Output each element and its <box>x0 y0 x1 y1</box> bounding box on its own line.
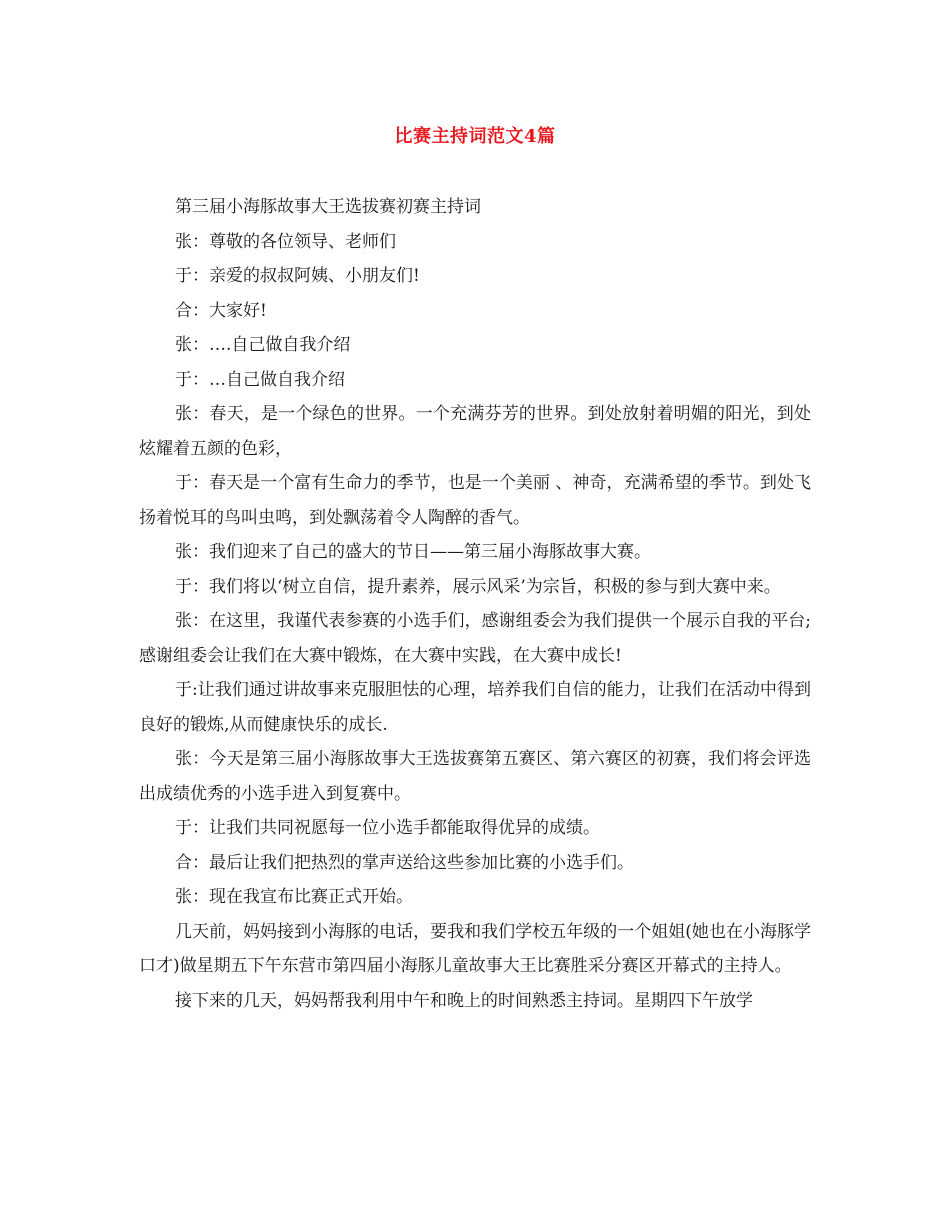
paragraph: 于：让我们共同祝愿每一位小选手都能取得优异的成绩。 <box>175 818 600 838</box>
paragraph: 张：现在我宣布比赛正式开始。 <box>175 887 413 907</box>
paragraph: 张：尊敬的各位领导、老师们 <box>175 231 396 252</box>
paragraph: 于：我们将以‘树立自信，提升素养，展示风采’为宗旨，积极的参与到大赛中来。 <box>175 576 781 597</box>
paragraph: 于：亲爱的叔叔阿姨、小朋友们! <box>175 266 420 286</box>
paragraph: 张：我们迎来了自己的盛大的节日——第三届小海豚故事大赛。 <box>175 542 651 562</box>
paragraph: 几天前，妈妈接到小海豚的电话，要我和我们学校五年级的一个姐姐(她也在小海豚学口才)做星期五下午东营市第四届小海豚儿童故事大王比赛胜采分赛区开幕式的主持人。 <box>139 921 811 976</box>
document-body <box>139 190 811 1018</box>
paragraph: 第三届小海豚故事大王选拔赛初赛主持词 <box>175 197 481 217</box>
paragraph: 张：今天是第三届小海豚故事大王选拔赛第五赛区、第六赛区的初赛，我们将会评选出成绩优秀的小选手进入到复赛中。 <box>139 749 811 804</box>
paragraph: 合：大家好! <box>175 300 267 321</box>
document-title: 比赛主持词范文4篇 <box>394 126 556 147</box>
paragraph: 于：…自己做自我介绍 <box>175 369 345 390</box>
paragraph: 于：春天是一个富有生命力的季节，也是一个美丽 、神奇，充满希望的季节。到处飞扬着悦耳的鸟叫虫鸣，到处飘荡着令人陶醉的香气。 <box>139 473 811 528</box>
paragraph: 张：在这里，我谨代表参赛的小选手们，感谢组委会为我们提供一个展示自我的平台;感谢组委会让我们在大赛中锻炼，在大赛中实践，在大赛中成长! <box>139 611 811 666</box>
paragraph: 张：春天，是一个绿色的世界。一个充满芬芳的世界。到处放射着明媚的阳光，到处炫耀着五颜的色彩， <box>139 404 811 459</box>
paragraph: 合：最后让我们把热烈的掌声送给这些参加比赛的小选手们。 <box>175 852 634 873</box>
paragraph: 于:让我们通过讲故事来克服胆怯的心理，培养我们自信的能力，让我们在活动中得到良好的锻炼,从而健康快乐的成长. <box>139 680 811 735</box>
paragraph: 张：….自己做自我介绍 <box>175 335 351 355</box>
paragraph: 接下来的几天，妈妈帮我利用中午和晚上的时间熟悉主持词。星期四下午放学 <box>175 990 753 1011</box>
